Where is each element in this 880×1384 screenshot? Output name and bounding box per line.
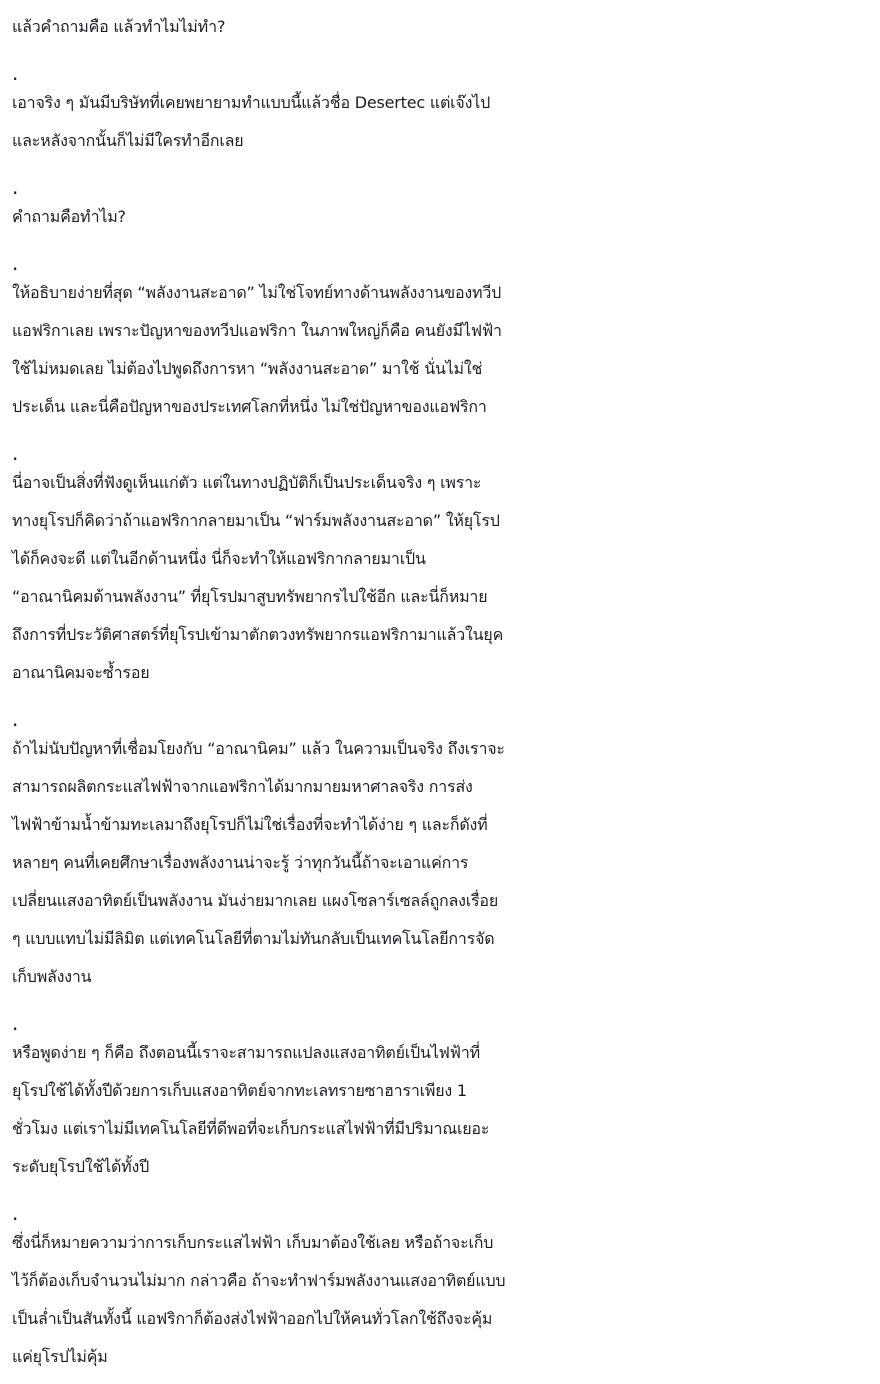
text-line: ใช้ไม่หมดเลย ไม่ต้องไปพูดถึงการหา “พลังงานสะอาด” มาใช้ นั่นไม่ใช่ (12, 359, 483, 378)
text-line: เอาจริง ๆ มันมีบริษัทที่เคยพยายามทำแบบนี้แล้วชื่อ Desertec แต่เจ๊งไป (12, 93, 491, 112)
separator-dot: . (12, 441, 19, 465)
separator-dot: . (12, 251, 19, 275)
text-line: ๆ แบบแทบไม่มีลิมิต แต่เทคโนโลยีที่ตามไม่ทันกลับเป็นเทคโนโลยีการจัด (12, 929, 495, 948)
text-line: ได้ก็คงจะดี แต่ในอีกด้านหนึ่ง นี่ก็จะทำให้แอฟริกากลายมาเป็น (12, 549, 426, 568)
text-line: นี่อาจเป็นสิ่งที่ฟังดูเห็นแก่ตัว แต่ในทางปฏิบัติก็เป็นประเด็นจริง ๆ เพราะ (12, 473, 482, 492)
text-line: ยุโรปใช้ได้ทั้งปีด้วยการเก็บแสงอาทิตย์จากทะเลทรายซาฮาราเพียง 1 (12, 1081, 467, 1100)
text-line: เป็นล่ำเป็นสันทั้งนี้ แอฟริกาก็ต้องส่งไฟฟ้าออกไปให้คนทั่วโลกใช้ถึงจะคุ้ม (12, 1309, 493, 1328)
text-line: เปลี่ยนแสงอาทิตย์เป็นพลังงาน มันง่ายมากเลย แผงโซลาร์เซลล์ถูกลงเรื่อย (12, 891, 499, 910)
text-line: คำถามคือทำไม? (12, 207, 126, 226)
text-line: ถึงการที่ประวัติศาสตร์ที่ยุโรปเข้ามาตักตวงทรัพยากรแอฟริกามาแล้วในยุค (12, 625, 504, 644)
text-line: หลายๆ คนที่เคยศึกษาเรื่องพลังงานน่าจะรู้ ว่าทุกวันนี้ถ้าจะเอาแค่การ (12, 853, 469, 872)
text-line: ไฟฟ้าข้ามน้ำข้ามทะเลมาถึงยุโรปก็ไม่ใช่เรื่องที่จะทำได้ง่าย ๆ และก็ดังที่ (12, 815, 488, 834)
text-line: อาณานิคมจะซ้ำรอย (12, 663, 150, 682)
text-line: แค่ยุโรปไม่คุ้ม (12, 1347, 108, 1366)
text-line: แล้วคำถามคือ แล้วทำไมไม่ทำ? (12, 17, 226, 36)
text-line: ให้อธิบายง่ายที่สุด “พลังงานสะอาด” ไม่ใช่โจทย์ทางด้านพลังงานของทวีป (12, 283, 502, 302)
text-line: แอฟริกาเลย เพราะปัญหาของทวีปแอฟริกา ในภาพใหญ่ก็คือ คนยังมีไฟฟ้า (12, 321, 502, 340)
text-line: ชั่วโมง แต่เราไม่มีเทคโนโลยีที่ดีพอที่จะเก็บกระแสไฟฟ้าที่มีปริมาณเยอะ (12, 1119, 490, 1138)
text-line: “อาณานิคมด้านพลังงาน” ที่ยุโรปมาสูบทรัพยากรไปใช้อีก และนี่ก็หมาย (12, 587, 488, 606)
text-line: หรือพูดง่าย ๆ ก็คือ ถึงตอนนี้เราจะสามารถแปลงแสงอาทิตย์เป็นไฟฟ้าที่ (12, 1043, 480, 1062)
separator-dot: . (12, 175, 19, 199)
text-line: ซึ่งนี่ก็หมายความว่าการเก็บกระแสไฟฟ้า เก็บมาต้องใช้เลย หรือถ้าจะเก็บ (12, 1233, 494, 1252)
text-line: ทางยุโรปก็คิดว่าถ้าแอฟริกากลายมาเป็น “ฟาร์มพลังงานสะอาด” ให้ยุโรป (12, 511, 500, 530)
text-line: ถ้าไม่นับปัญหาที่เชื่อมโยงกับ “อาณานิคม” แล้ว ในความเป็นจริง ถึงเราจะ (12, 739, 505, 758)
separator-dot: . (12, 707, 19, 731)
text-line: เก็บพลังงาน (12, 967, 92, 986)
separator-dot: . (12, 61, 19, 85)
text-line: และหลังจากนั้นก็ไม่มีใครทำอีกเลย (12, 131, 244, 150)
text-line: ไว้ก็ต้องเก็บจำนวนไม่มาก กล่าวคือ ถ้าจะทำฟาร์มพลังงานแสงอาทิตย์แบบ (12, 1271, 506, 1290)
separator-dot: . (12, 1201, 19, 1225)
text-line: ประเด็น และนี่คือปัญหาของประเทศโลกที่หนึ่ง ไม่ใช่ปัญหาของแอฟริกา (12, 397, 487, 416)
text-line: ระดับยุโรปใช้ได้ทั้งปี (12, 1157, 150, 1176)
separator-dot: . (12, 1011, 19, 1035)
text-line: สามารถผลิตกระแสไฟฟ้าจากแอฟริกาได้มากมายมหาศาลจริง การส่ง (12, 777, 473, 796)
